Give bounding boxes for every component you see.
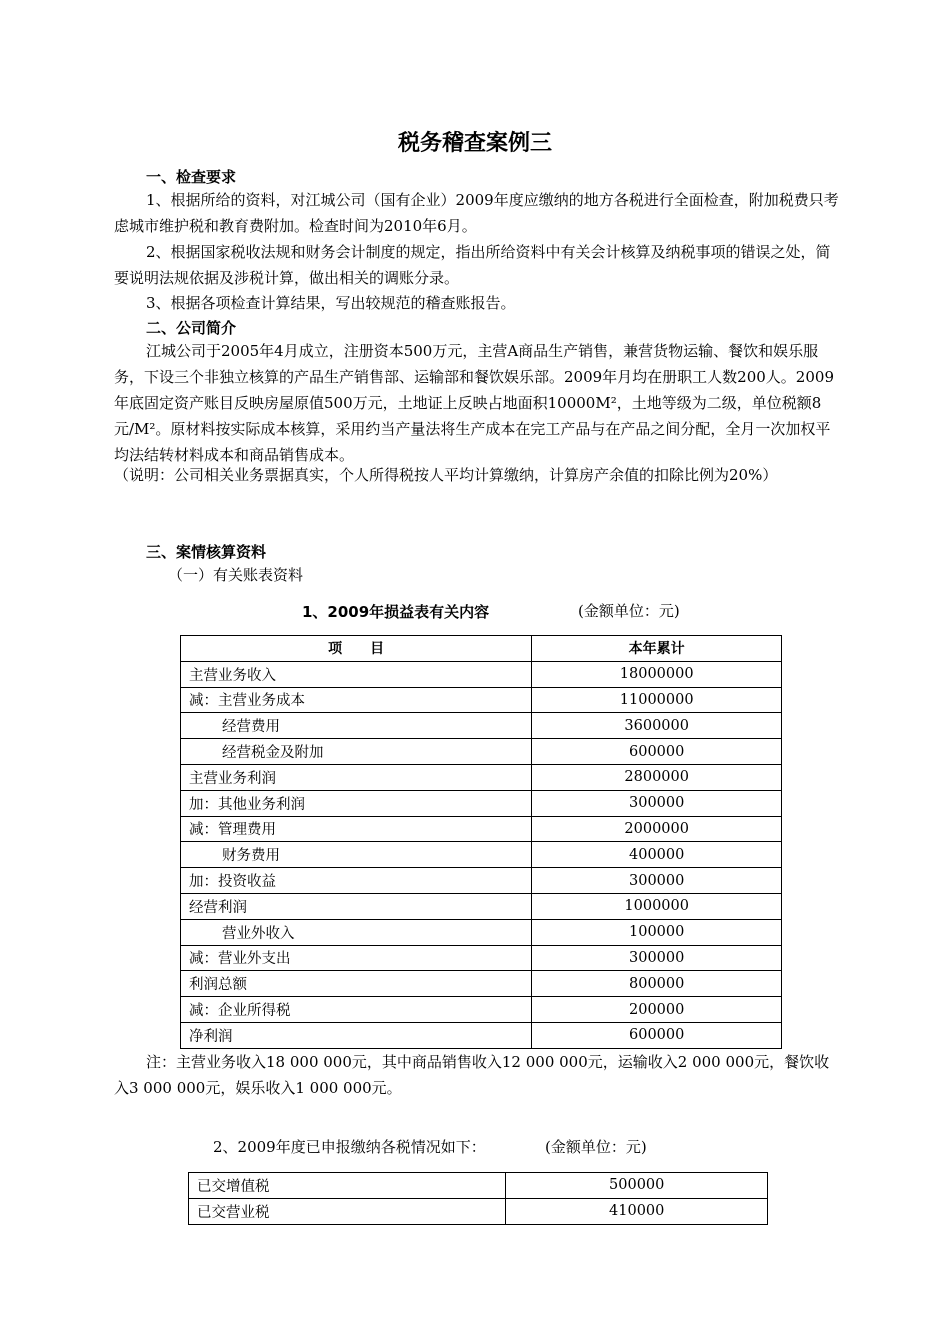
row-item: 加：投资收益 (181, 868, 532, 894)
requirement-paragraph-1: 1、根据所给的资料，对江城公司（国有企业）2009年度应缴纳的地方各税进行全面检查，附加税费只考虑城市维护税和教育费附加。检查时间为2010年6月。 (114, 191, 839, 235)
table-row (181, 687, 782, 713)
table-row (181, 893, 782, 919)
row-item: 减：企业所得税 (181, 997, 532, 1023)
company-profile-note: （说明：公司相关业务票据真实，个人所得税按人平均计算缴纳，计算房产余值的扣除比例为20%） (114, 466, 778, 484)
row-item: 经营税金及附加 (181, 739, 532, 765)
row-item: 减：管理费用 (181, 816, 532, 842)
row-item: 已交增值税 (189, 1173, 506, 1199)
row-item: 减：营业外支出 (181, 945, 532, 971)
row-value: 3600000 (532, 713, 782, 739)
row-value: 300000 (532, 868, 782, 894)
row-item: 财务费用 (181, 842, 532, 868)
table-row (181, 739, 782, 765)
table-row (181, 790, 782, 816)
column-header-ytd: 本年累计 (532, 636, 782, 662)
table-row (181, 945, 782, 971)
taxes-paid-table (188, 1172, 768, 1225)
row-value: 500000 (506, 1173, 768, 1199)
row-item: 主营业务利润 (181, 764, 532, 790)
row-value: 800000 (532, 971, 782, 997)
row-value: 200000 (532, 997, 782, 1023)
row-value: 11000000 (532, 687, 782, 713)
row-value: 100000 (532, 919, 782, 945)
row-value: 400000 (532, 842, 782, 868)
table-row (181, 661, 782, 687)
row-value: 600000 (532, 739, 782, 765)
column-header-item: 项 目 (181, 636, 532, 662)
row-item: 已交营业税 (189, 1198, 506, 1224)
row-value: 1000000 (532, 893, 782, 919)
table-row (181, 1022, 782, 1048)
table1-note: 注：主营业务收入18 000 000元，其中商品销售收入12 000 000元，运输收入2 000 000元，餐饮收入3 000 000元，娱乐收入1 000 000元。 (114, 1053, 830, 1097)
table-row (181, 764, 782, 790)
table2-unit: (金额单位：元) (545, 1138, 647, 1156)
row-value: 2800000 (532, 764, 782, 790)
income-statement-table (180, 635, 782, 1049)
table1-caption: 1、2009年损益表有关内容 (302, 603, 490, 621)
row-value: 600000 (532, 1022, 782, 1048)
table-row (181, 997, 782, 1023)
table2-caption: 2、2009年度已申报缴纳各税情况如下： (213, 1138, 486, 1156)
table-row (189, 1198, 768, 1224)
row-item: 经营利润 (181, 893, 532, 919)
table-row (181, 842, 782, 868)
row-value: 300000 (532, 790, 782, 816)
row-item: 利润总额 (181, 971, 532, 997)
table-row (181, 919, 782, 945)
table1-unit: (金额单位：元) (578, 602, 680, 620)
row-item: 净利润 (181, 1022, 532, 1048)
table-row (181, 868, 782, 894)
row-item: 加：其他业务利润 (181, 790, 532, 816)
section-heading-company-profile: 二、公司简介 (146, 319, 237, 337)
row-item: 经营费用 (181, 713, 532, 739)
section-heading-inspection-requirements: 一、检查要求 (146, 168, 237, 186)
row-value: 18000000 (532, 661, 782, 687)
row-item: 主营业务收入 (181, 661, 532, 687)
table-row (181, 713, 782, 739)
subsection-heading-accounts: （一）有关账表资料 (168, 566, 304, 584)
row-value: 410000 (506, 1198, 768, 1224)
table-row (181, 816, 782, 842)
requirement-paragraph-3: 3、根据各项检查计算结果，写出较规范的稽查账报告。 (146, 294, 516, 312)
table-row (189, 1173, 768, 1199)
table-row (181, 971, 782, 997)
row-value: 300000 (532, 945, 782, 971)
table-header-row (181, 636, 782, 662)
row-value: 2000000 (532, 816, 782, 842)
page-title: 税务稽查案例三 (397, 131, 552, 156)
company-profile-paragraph: 江城公司于2005年4月成立，注册资本500万元，主营A商品生产销售，兼营货物运输、餐饮和娱乐服务，下设三个非独立核算的产品生产销售部、运输部和餐饮娱乐部。2009年月均在册职工人数200人。2009年底固定资产账目反映房屋原值500万元，土地证上反映占地面积10000M²，土地等级为二级，单位税额8元/M²。原材料按实际成本核算，采用约当产量法将生产成本在完工产品与在产品之间分配，全月一次加权平均法结转材料成本和商品销售成本。 (114, 342, 834, 464)
row-item: 营业外收入 (181, 919, 532, 945)
section-heading-case-data: 三、案情核算资料 (146, 543, 267, 561)
requirement-paragraph-2: 2、根据国家税收法规和财务会计制度的规定，指出所给资料中有关会计核算及纳税事项的错误之处，简要说明法规依据及涉税计算，做出相关的调账分录。 (114, 243, 831, 287)
row-item: 减：主营业务成本 (181, 687, 532, 713)
